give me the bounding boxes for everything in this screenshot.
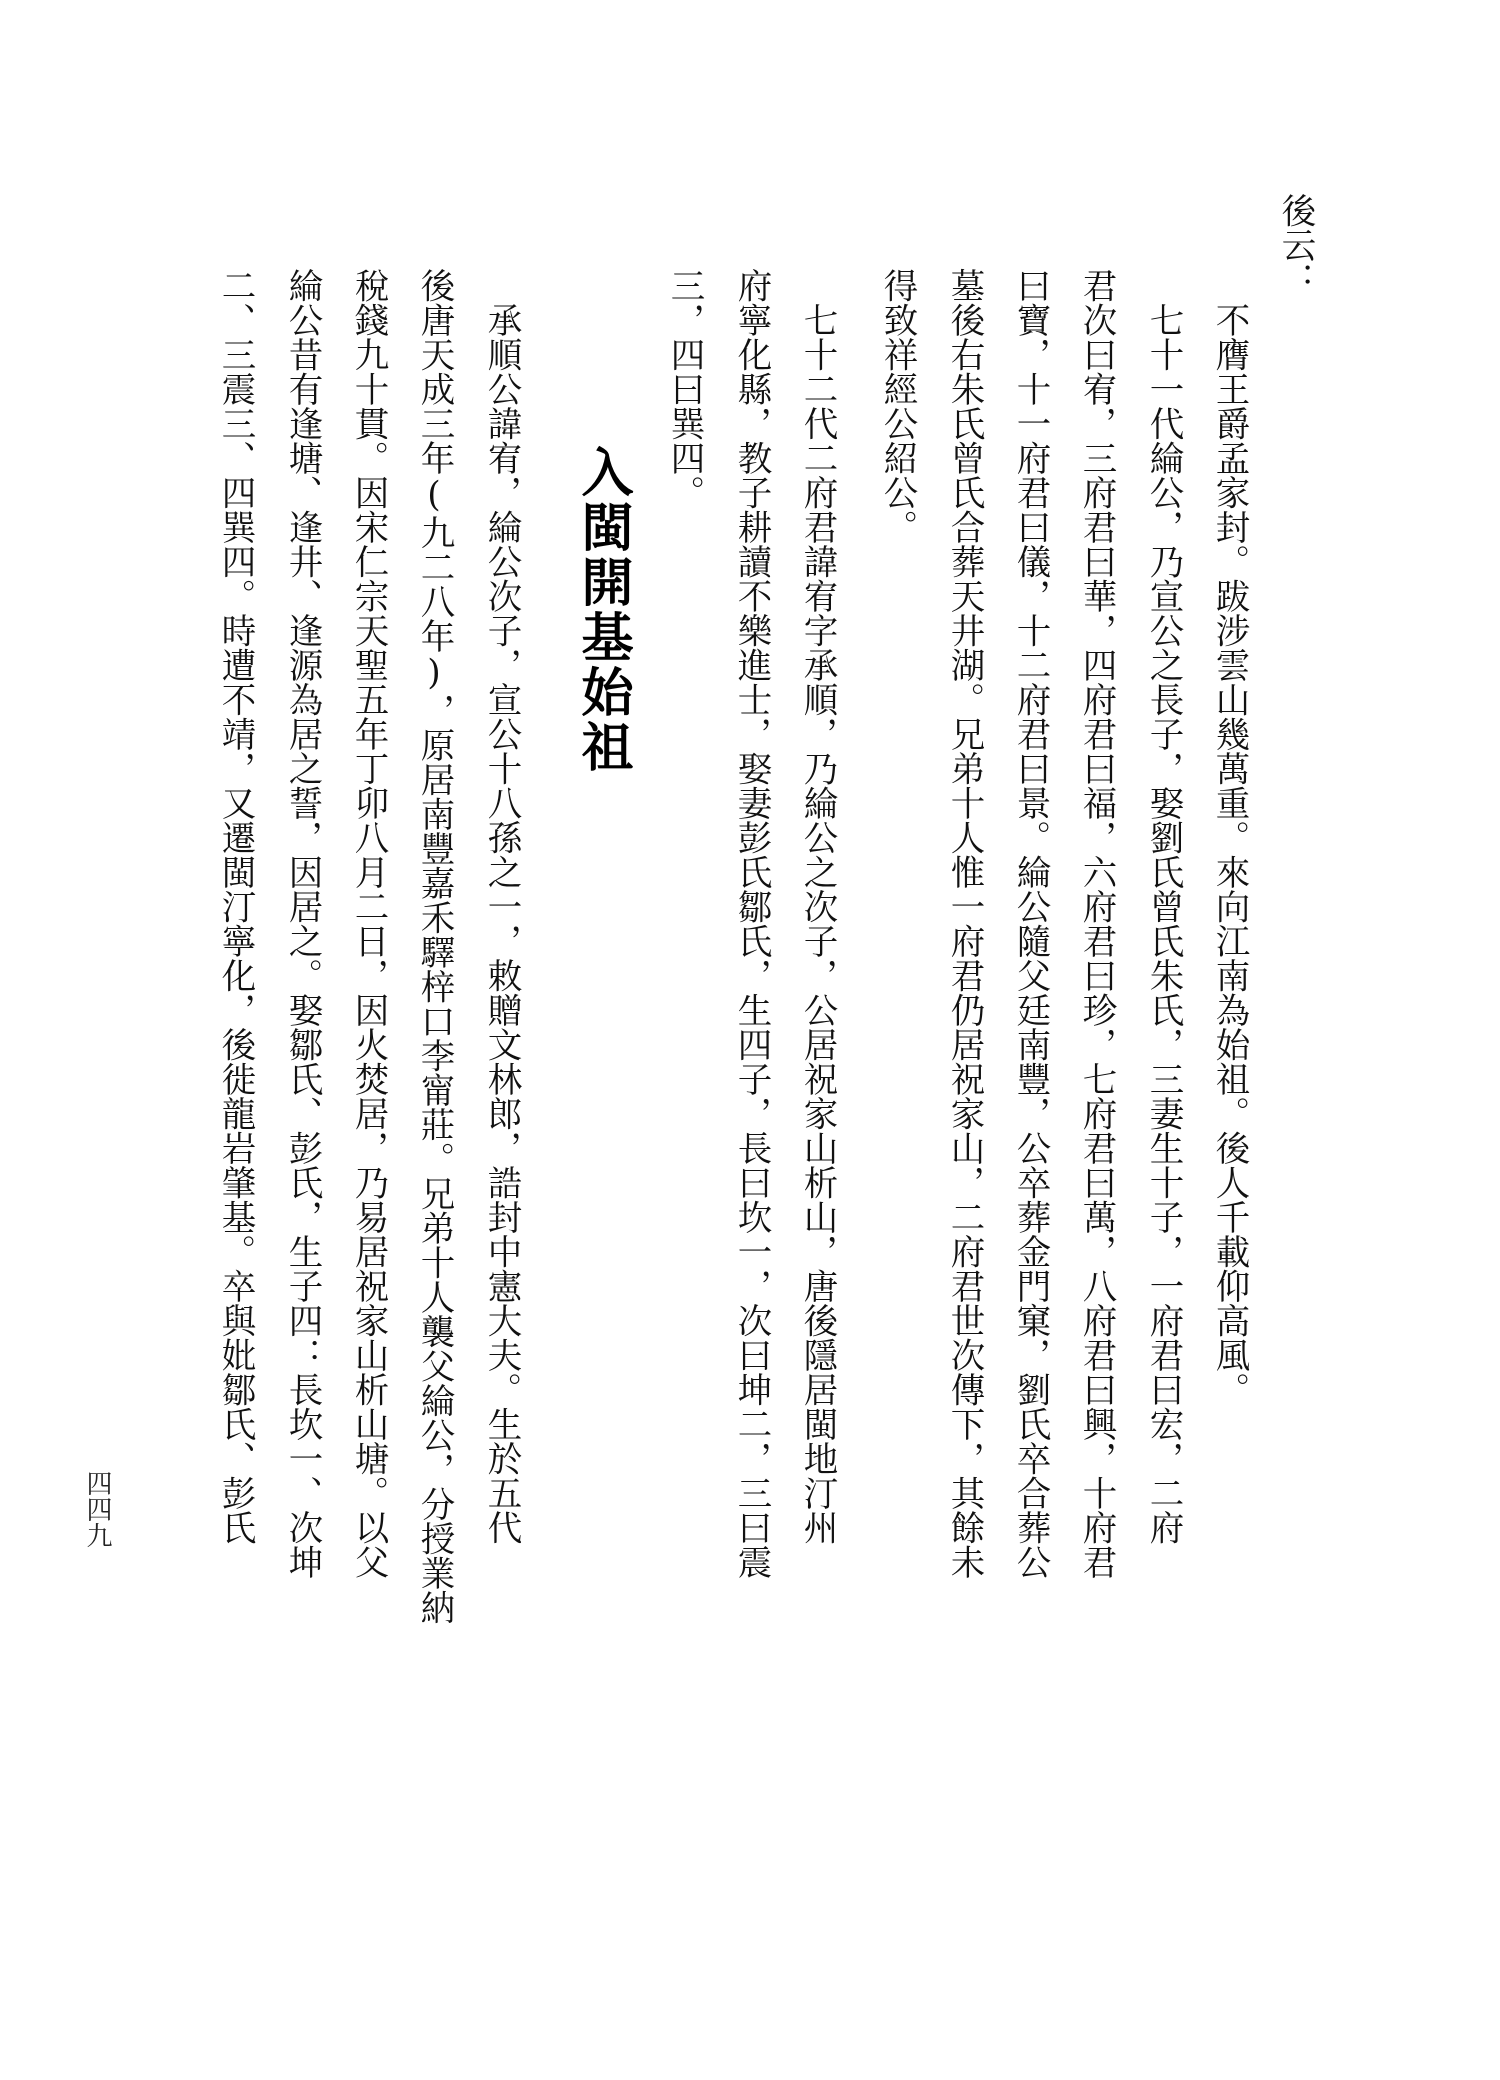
text-column-13: 稅錢九十貫。因宋仁宗天聖五年丁卯八月二日，因火焚居，乃易居祝家山析山塘。以父 xyxy=(348,268,388,1579)
text-column-8: 七十二代二府君諱宥字承順，乃綸公之次子，公居祝家山析山，唐後隱居閩地汀州 xyxy=(797,268,837,1545)
text-column-3: 七十一代綸公，乃宣公之長子，娶劉氏曾氏朱氏，三妻生十子，一府君曰宏，二府 xyxy=(1143,268,1183,1545)
text-column-4: 君次曰宥，三府君曰華，四府君曰福，六府君曰珍，七府君曰萬，八府君曰興，十府君 xyxy=(1076,268,1116,1579)
text-column-1: 後云： xyxy=(1275,193,1315,297)
section-heading: 入閩開基始祖 xyxy=(572,445,632,775)
page-number: 四四九 xyxy=(82,1470,112,1548)
text-column-11: 承順公諱宥，綸公次子，宣公十八孫之一，敕贈文林郎，誥封中憲大夫。生於五代 xyxy=(481,268,521,1545)
text-column-5: 曰寶，十一府君曰儀，十二府君曰景。綸公隨父廷南豐，公卒葬金門窠，劉氏卒合葬公 xyxy=(1010,268,1050,1579)
text-column-9: 府寧化縣，教子耕讀不樂進士，娶妻彭氏鄒氏，生四子，長曰坎一，次曰坤二，三曰震 xyxy=(731,268,771,1579)
text-column-6: 墓後右朱氏曾氏合葬天井湖。兄弟十人惟一府君仍居祝家山，二府君世次傳下，其餘未 xyxy=(944,268,984,1579)
text-column-10: 三，四曰巽四。 xyxy=(664,268,704,510)
text-column-12: 後唐天成三年(九二八年)，原居南豐嘉禾驛梓口李甯莊。兄弟十人襲父綸公，分授業納 xyxy=(414,268,454,1625)
text-column-2: 不膺王爵孟家封。跋涉雲山幾萬重。來向江南為始祖。後人千載仰高風。 xyxy=(1209,268,1249,1407)
text-column-7: 得致祥經公紹公。 xyxy=(877,268,917,544)
text-column-15: 二、三震三、四巽四。時遭不靖，又遷閩汀寧化，後徙龍岩肇基。卒與妣鄒氏、彭氏 xyxy=(215,268,255,1545)
text-column-14: 綸公昔有逢塘、逢井、逢源為居之誓，因居之。娶鄒氏、彭氏，生子四：長坎一、次坤 xyxy=(282,268,322,1579)
